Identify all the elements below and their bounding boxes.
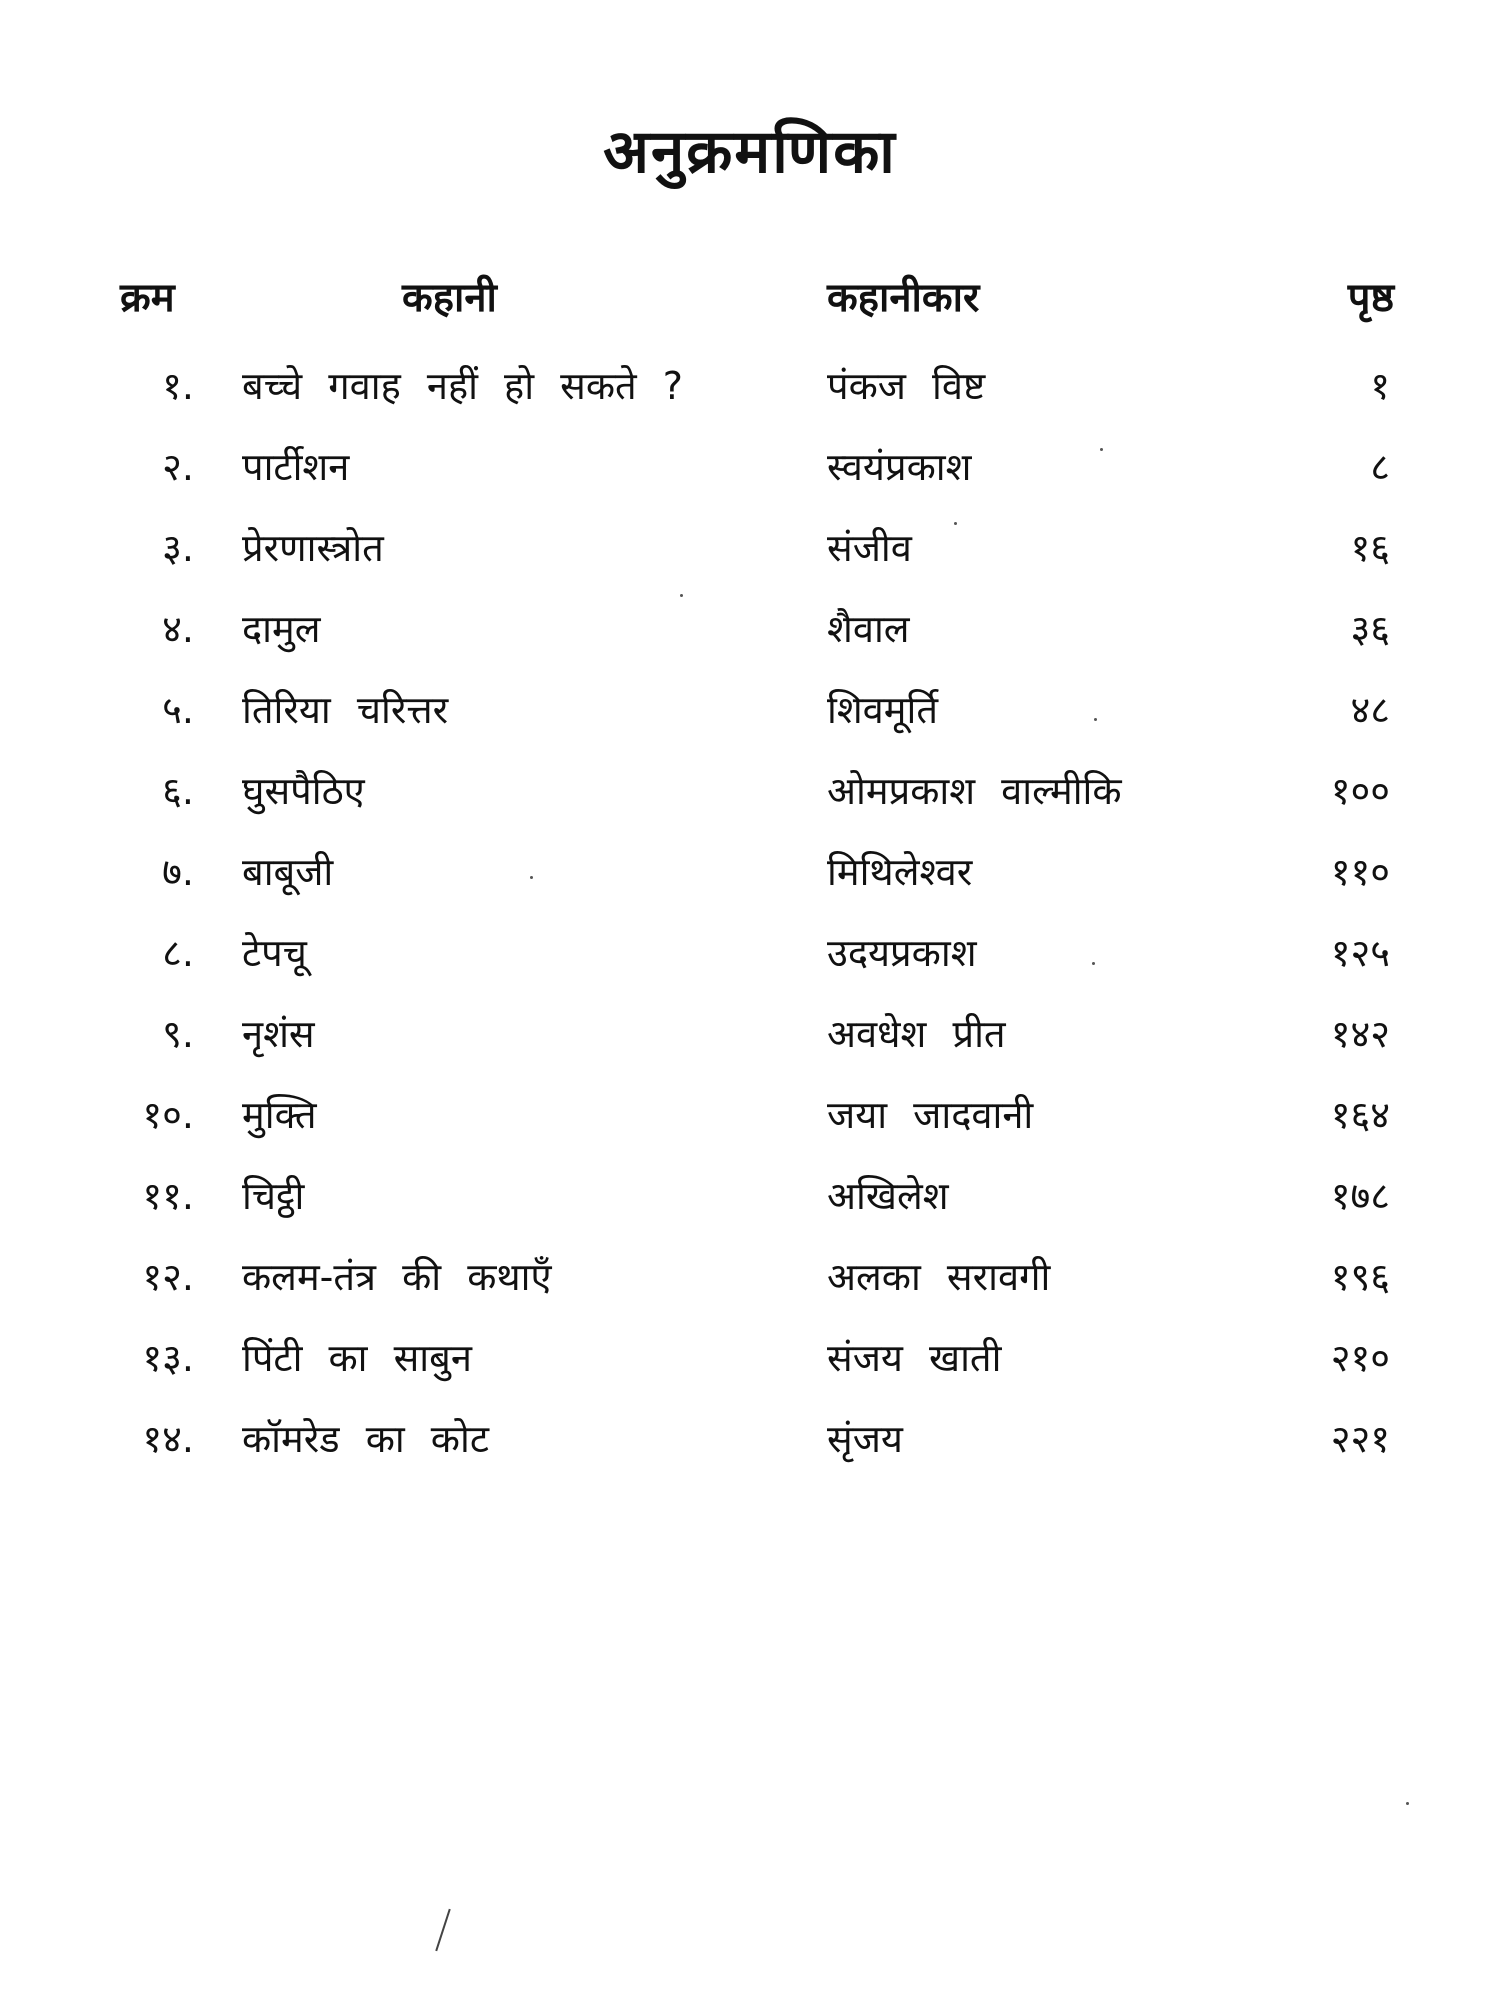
entry-number: १. (162, 364, 194, 408)
list-item (0, 1166, 1500, 1226)
entry-page: १०० (1330, 769, 1390, 813)
entry-page: १ (1370, 364, 1390, 408)
entry-author: अखिलेश (827, 1174, 949, 1218)
scan-speck (1100, 448, 1103, 451)
list-item (0, 923, 1500, 983)
entry-page: २१० (1330, 1336, 1390, 1380)
scan-speck (1094, 718, 1097, 721)
list-item (0, 1004, 1500, 1064)
entry-page: १७८ (1330, 1174, 1390, 1218)
entry-page: १९६ (1330, 1255, 1390, 1299)
entry-story: टेपचू (242, 931, 307, 975)
list-item (0, 761, 1500, 821)
entry-story: कलम-तंत्र की कथाएँ (242, 1255, 552, 1299)
entry-story: पार्टीशन (242, 445, 350, 489)
entry-number: ६. (162, 769, 194, 813)
entry-page: १२५ (1330, 931, 1390, 975)
list-item (0, 1328, 1500, 1388)
entry-author: पंकज विष्ट (827, 364, 986, 408)
scan-speck (954, 522, 957, 525)
entry-author: ओमप्रकाश वाल्मीकि (827, 769, 1122, 813)
entry-number: १२. (142, 1255, 194, 1299)
entry-page: १४२ (1330, 1012, 1390, 1056)
entry-story: तिरिया चरित्तर (242, 688, 449, 732)
entry-number: ७. (162, 850, 194, 894)
entry-author: उदयप्रकाश (827, 931, 977, 975)
entry-page: ३६ (1350, 607, 1390, 651)
entry-number: १३. (142, 1336, 194, 1380)
entry-page: २२१ (1330, 1417, 1390, 1461)
list-item (0, 356, 1500, 416)
entry-page: ११० (1330, 850, 1390, 894)
scan-speck (530, 876, 533, 879)
page-title: अनुक्रमणिका (603, 117, 897, 187)
entry-story: दामुल (242, 607, 321, 651)
entry-author: सृंजय (827, 1417, 903, 1461)
list-item (0, 1409, 1500, 1469)
list-item (0, 599, 1500, 659)
entry-author: स्वयंप्रकाश (827, 445, 972, 489)
entry-author: मिथिलेश्वर (827, 850, 973, 894)
entry-story: प्रेरणास्त्रोत (242, 526, 384, 570)
list-item (0, 842, 1500, 902)
entry-number: १४. (142, 1417, 194, 1461)
table-header (0, 268, 1500, 328)
entry-story: कॉमरेड का कोट (242, 1417, 489, 1461)
entry-author: शिवमूर्ति (827, 688, 939, 732)
entry-page: १६४ (1330, 1093, 1390, 1137)
entry-number: ५. (162, 688, 194, 732)
header-author: कहानीकार (827, 275, 980, 321)
entry-story: बच्चे गवाह नहीं हो सकते ? (242, 364, 683, 408)
header-page: पृष्ठ (1347, 275, 1394, 321)
entry-number: ४. (162, 607, 194, 651)
entry-number: ३. (162, 526, 194, 570)
entry-story: चिट्ठी (242, 1174, 305, 1218)
entry-author: जया जादवानी (827, 1093, 1034, 1137)
entry-author: अलका सरावगी (827, 1255, 1051, 1299)
entry-page: ८ (1370, 445, 1390, 489)
entry-number: ११. (142, 1174, 194, 1218)
scan-speck (1406, 1802, 1409, 1805)
scan-speck (680, 594, 683, 597)
entry-author: संजय खाती (827, 1336, 1002, 1380)
entry-story: घुसपैठिए (242, 769, 365, 813)
list-item (0, 1247, 1500, 1307)
list-item (0, 437, 1500, 497)
list-item (0, 1085, 1500, 1145)
entry-number: ८. (162, 931, 194, 975)
header-number: क्रम (120, 275, 175, 321)
scan-speck (1092, 962, 1095, 965)
entry-number: ९. (162, 1012, 194, 1056)
list-item (0, 680, 1500, 740)
entry-number: १०. (142, 1093, 194, 1137)
header-story: कहानी (402, 275, 497, 321)
entry-story: बाबूजी (242, 850, 334, 894)
entry-page: १६ (1350, 526, 1390, 570)
entry-number: २. (162, 445, 194, 489)
entry-author: शैवाल (827, 607, 910, 651)
entry-story: नृशंस (242, 1012, 315, 1056)
entry-author: संजीव (827, 526, 912, 570)
entry-page: ४८ (1350, 688, 1390, 732)
scan-pen-stroke (435, 1909, 450, 1951)
entry-author: अवधेश प्रीत (827, 1012, 1006, 1056)
list-item (0, 518, 1500, 578)
entry-story: पिंटी का साबुन (242, 1336, 472, 1380)
entry-story: मुक्ति (242, 1093, 317, 1137)
